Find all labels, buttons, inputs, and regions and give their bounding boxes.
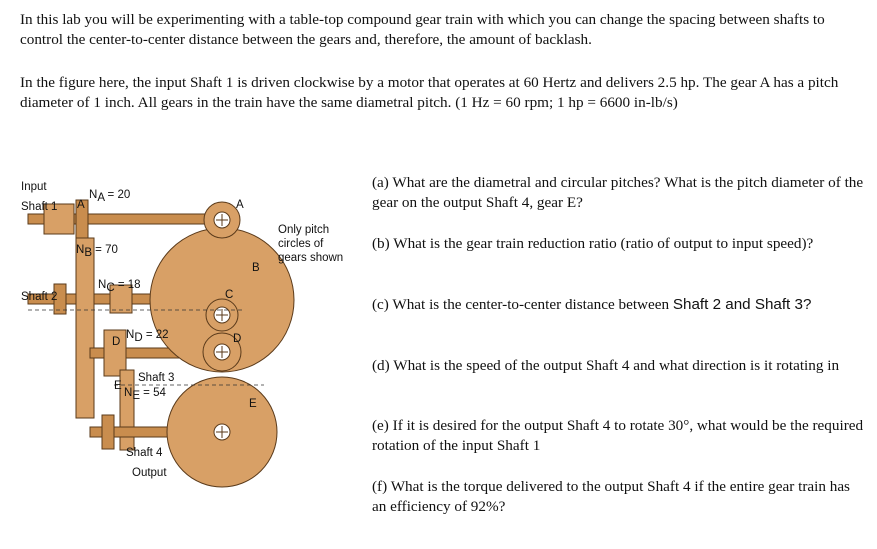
output-label: Output	[132, 467, 167, 479]
gear-a-label: A	[236, 199, 244, 211]
question-f: (f) What is the torque delivered to the output Shaft 4 if the entire gear train has an efficiency of 92%?	[372, 478, 850, 515]
question-c	[372, 295, 867, 315]
question-a: (a) What are the diametral and circular pitches? What is the pitch diameter of the gear on the output Shaft 4, gear E?	[372, 174, 864, 211]
note-line-2: circles of	[278, 238, 324, 250]
ne-label: NE = 54	[124, 387, 166, 402]
nb-label: NB = 70	[76, 244, 118, 259]
shaft-2-label: Shaft 2	[21, 291, 58, 303]
na-label: NA = 20	[89, 189, 131, 204]
intro-paragraph-2: In the figure here, the input Shaft 1 is driven clockwise by a motor that operates at 60 Hertz and delivers 2.5 hp. The gear A has a pitch diameter of 1 inch. All gears in the train have the same diametral pitch. (1 Hz = 60 rpm; 1 hp = 6600 in-lb/s)	[20, 74, 839, 111]
note-line-3: gears shown	[278, 252, 344, 264]
question-e: (e) If it is desired for the output Shaft 4 to rotate 30°, what would be the required rotation of the input Shaft 1	[372, 417, 864, 454]
nd-label: ND = 22	[126, 329, 169, 344]
question-c-text: (c) What is the center-to-center distance between	[372, 296, 673, 313]
gear-train-figure	[14, 170, 359, 500]
intro-paragraph-1: In this lab you will be experimenting with a table-top compound gear train with which you can change the spacing between shafts to control the center-to-center distance between the gears and, therefore, the amount of backlash.	[20, 11, 825, 48]
gear-e-label: E	[249, 398, 257, 410]
question-d: (d) What is the speed of the output Shaft 4 and what direction is it rotating in	[372, 357, 840, 374]
input-label: Input	[21, 181, 47, 193]
gear-d-side-label: D	[112, 336, 121, 348]
note-line-1: Only pitch	[278, 224, 330, 236]
question-c-shafts: Shaft 2 and Shaft 3?	[672, 296, 812, 313]
question-b: (b) What is the gear train reduction ratio (ratio of output to input speed)?	[372, 235, 814, 252]
shaft-1-label: Shaft 1	[21, 201, 58, 213]
gear-e-side-label: E	[114, 380, 122, 392]
shaft-4-label: Shaft 4	[126, 447, 163, 459]
gear-c-label: C	[225, 289, 234, 301]
gear-a-side-label: A	[77, 199, 85, 211]
nc-label: NC = 18	[98, 279, 141, 294]
gear-d-label: D	[233, 333, 242, 345]
shaft-3-label: Shaft 3	[138, 372, 175, 384]
gear-b-label: B	[252, 262, 260, 274]
